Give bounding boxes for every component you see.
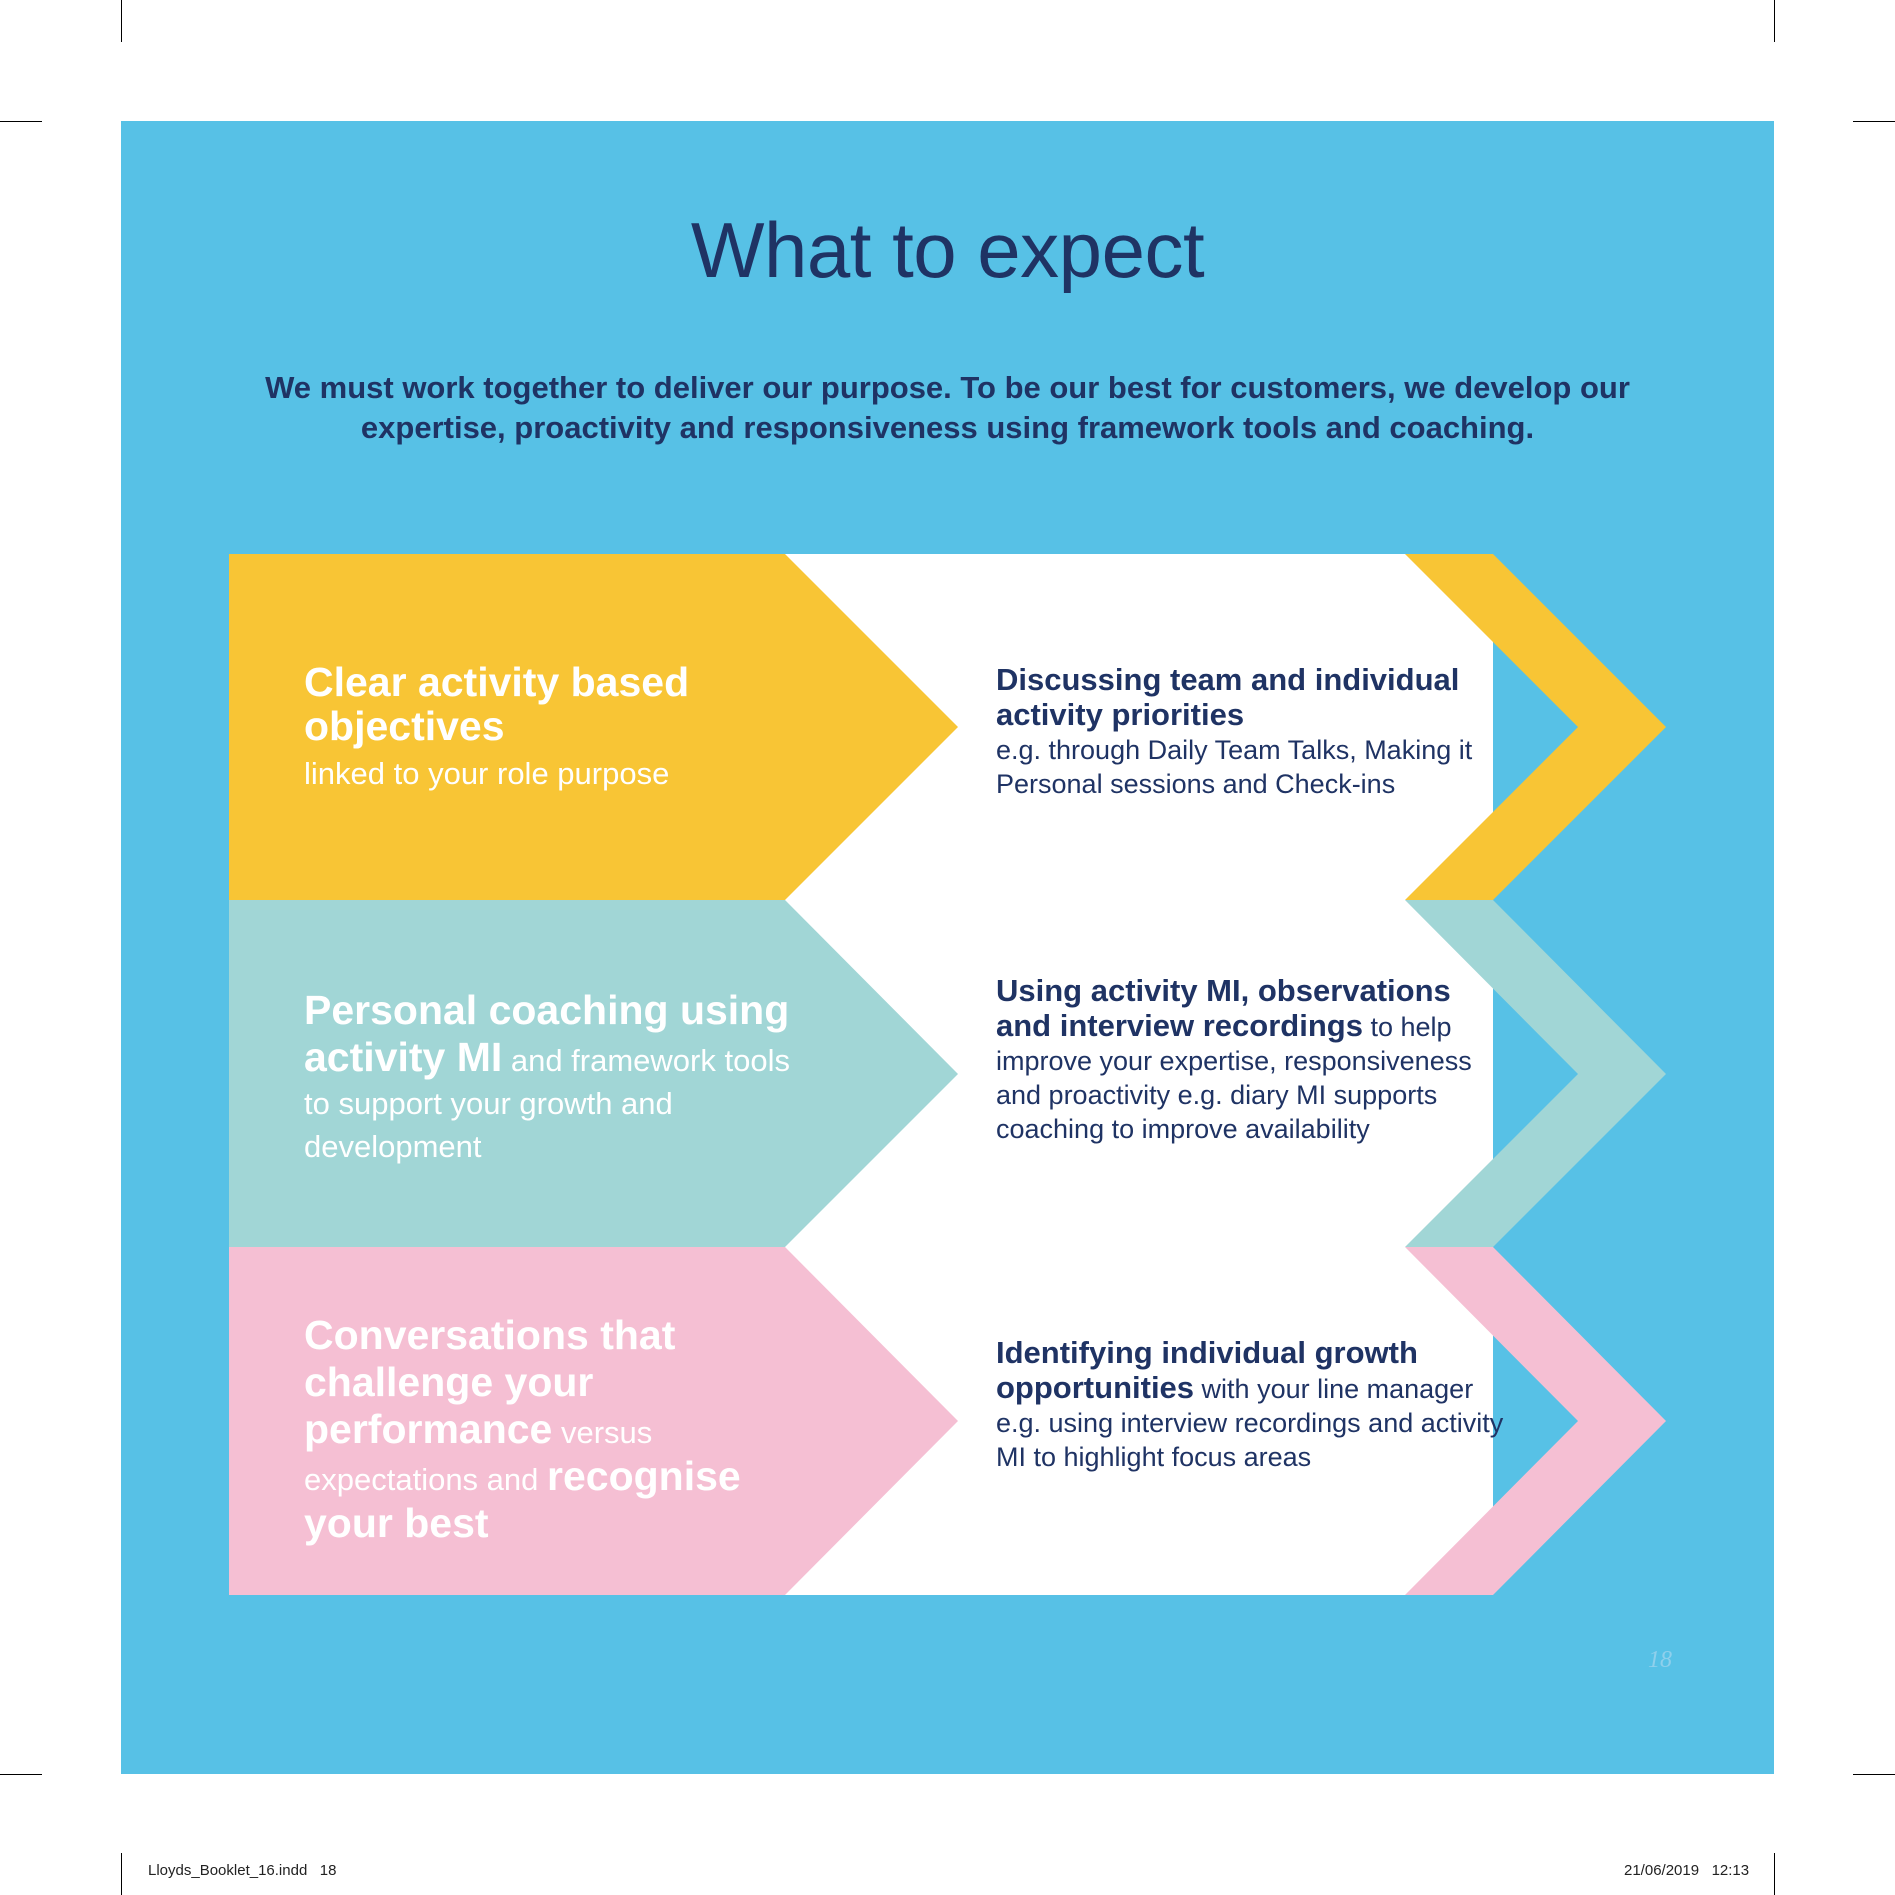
row1-right-text — [996, 663, 1506, 801]
row3-left-text — [304, 1313, 824, 1548]
page-title: What to expect — [690, 206, 1205, 294]
row1-right-body: e.g. through Daily Team Talks, Making it Personal sessions and Check-ins — [996, 735, 1473, 799]
row2-left-text — [304, 988, 824, 1168]
row2-right-text — [996, 974, 1506, 1146]
row2-left-heading: Personal coaching using activity MI — [304, 987, 790, 1080]
row3-right-text — [996, 1336, 1506, 1474]
row2-left-body: and framework tools to support your growth and development — [304, 1043, 790, 1164]
row3-left-body: versus expectations and — [304, 1415, 653, 1497]
intro-text: We must work together to deliver our purpose. To be our best for customers, we develop our expertise, proactivity and responsiveness using framework tools and coaching. — [265, 370, 1630, 445]
slug-datetime: 21/06/2019 12:13 — [1624, 1862, 1750, 1879]
row1-right-heading: Discussing team and individual activity priorities — [996, 662, 1460, 732]
slug-filename: Lloyds_Booklet_16.indd 18 — [148, 1862, 337, 1879]
row1-left-text — [304, 660, 824, 795]
row3-left-heading-2: recognise your best — [304, 1453, 741, 1546]
row2-right-body: to help improve your expertise, responsiveness and proactivity e.g. diary MI supports coaching to improve availability — [996, 1012, 1472, 1144]
row3-left-heading: Conversations that challenge your performance — [304, 1312, 676, 1452]
row3-right-body: with your line manager e.g. using interview recordings and activity MI to highlight focus areas — [996, 1374, 1504, 1472]
page-number: 18 — [1648, 1647, 1672, 1673]
row1-left-heading: Clear activity based objectives — [304, 659, 690, 749]
row3-right-heading: Identifying individual growth opportunities — [996, 1335, 1418, 1405]
row2-right-heading: Using activity MI, observations and interview recordings — [996, 973, 1451, 1043]
row1-left-sub: linked to your role purpose — [304, 756, 670, 791]
